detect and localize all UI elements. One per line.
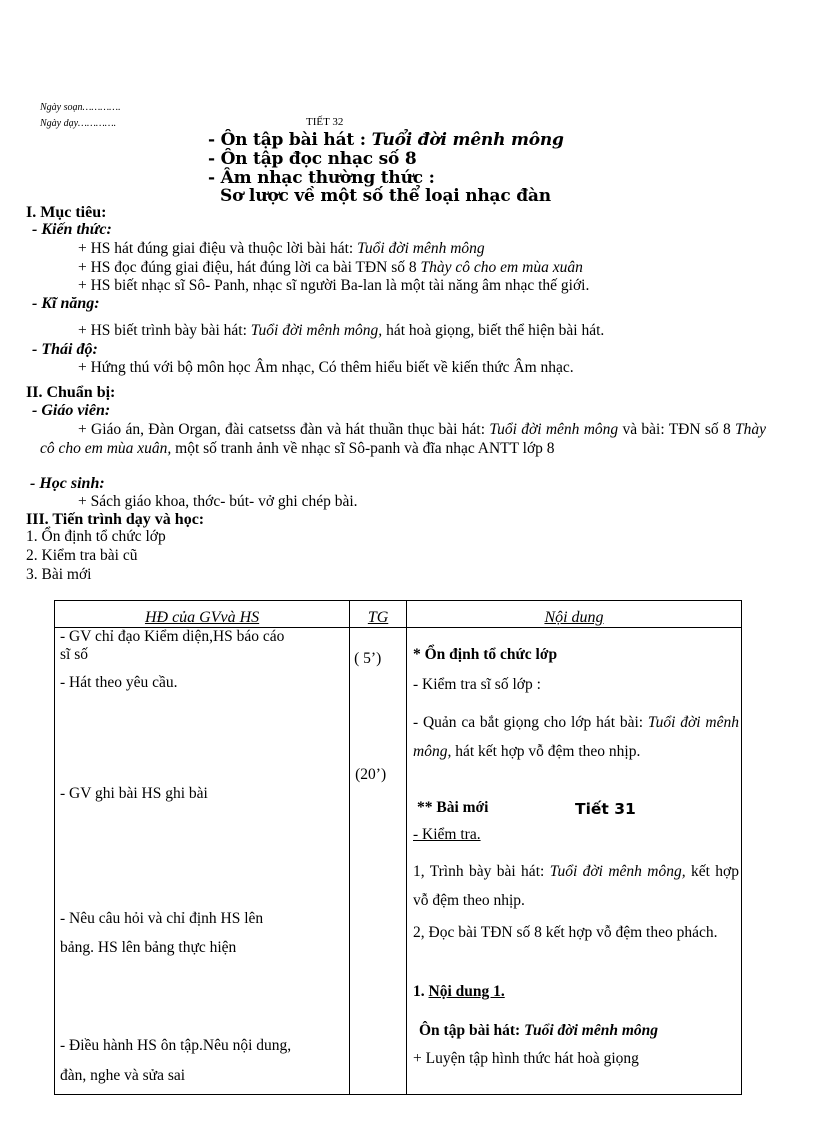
activity-line: - Hát theo yêu cầu.: [60, 674, 178, 691]
hoc-sinh-item-1: + Sách giáo khoa, thớc- bút- vở ghi chép bài.: [78, 493, 358, 510]
activity-line: đàn, nghe và sửa sai: [60, 1067, 186, 1084]
title-line-3: - Âm nhạc thường thức :: [208, 168, 435, 188]
table-header-row: [55, 601, 742, 628]
on-dinh-heading: * Ổn định tổ chức lớp: [413, 646, 558, 663]
activity-line: - GV ghi bài HS ghi bài: [60, 785, 208, 802]
tiet-31-label: Tiết 31: [575, 800, 636, 818]
on-tap-bai-hat: Ôn tập bài hát: Tuổi đời mênh mông: [419, 1022, 659, 1039]
ngay-day: Ngày dạy………….: [40, 118, 117, 129]
title-line-1: - Ôn tập bài hát : Tuổi đời mênh mông: [208, 130, 564, 150]
activity-line: bảng. HS lên bảng thực hiện: [60, 939, 237, 956]
kien-thuc-item-1: + HS hát đúng giai điệu và thuộc lời bài hát: Tuổi đời mênh mông: [78, 240, 485, 257]
header-activities: HĐ của GVvà HS: [55, 601, 350, 628]
ki-nang-label: - Kĩ năng:: [32, 295, 100, 312]
kien-thuc-item-2: + HS đọc đúng giai điệu, hát đúng lời ca bài TĐN số 8 Thày cô cho em mùa xuân: [78, 259, 583, 276]
section-3-heading: III. Tiến trình dạy và học:: [26, 511, 205, 528]
ki-nang-item-1: + HS biết trình bày bài hát: Tuổi đời mênh mông, hát hoà giọng, biết thể hiện bài hát.: [78, 322, 605, 339]
activity-line: - Điều hành HS ôn tập.Nêu nội dung,: [60, 1037, 292, 1054]
time-value: (20’): [355, 766, 387, 783]
header-time: TG: [350, 601, 407, 628]
activity-line: sĩ số: [60, 646, 88, 663]
content-cell: [407, 628, 742, 1095]
section-1-heading: I. Mục tiêu:: [26, 204, 107, 221]
table-row: [55, 628, 742, 1095]
step-2: 2. Kiểm tra bài cũ: [26, 547, 138, 564]
giao-vien-paragraph: + Giáo án, Đàn Organ, đài catsetss đàn và hát thuần thục bài hát: Tuổi đời mênh mông và bài: TĐN số 8 Thày cô cho em mùa xuân, một số tranh ảnh về nhạc sĩ Sô-panh và đĩa nhạc ANTT lớp 8: [40, 421, 767, 457]
activity-line: - GV chỉ đạo Kiểm diện,HS báo cáo: [60, 628, 285, 645]
kiem-tra-label: - Kiểm tra.: [413, 826, 481, 843]
step-1: 1. Ổn định tổ chức lớp: [26, 528, 166, 545]
title-line-4: Sơ lược về một số thể loại nhạc đàn: [220, 186, 551, 206]
step-3: 3. Bài mới: [26, 566, 92, 583]
tiet-label: TIẾT 32: [306, 116, 344, 128]
kiem-si-so: - Kiểm tra sĩ số lớp :: [413, 676, 541, 693]
hoc-sinh-label: - Học sinh:: [30, 475, 105, 492]
section-2-heading: II. Chuẩn bị:: [26, 384, 116, 401]
question-1: 1, Trình bày bài hát: Tuổi đời mênh mông, kết hợp vỗ đệm theo nhịp.: [413, 863, 739, 909]
thai-do-item-1: + Hứng thú với bộ môn học Âm nhạc, Có thêm hiểu biết về kiến thức Âm nhạc.: [78, 359, 574, 376]
ngay-soan: Ngày soạn………….: [40, 102, 121, 113]
title-line-2: - Ôn tập đọc nhạc số 8: [208, 149, 417, 169]
kien-thuc-label: - Kiến thức:: [32, 221, 112, 238]
giao-vien-label: - Giáo viên:: [32, 402, 111, 419]
bai-moi-heading: ** Bài mới: [417, 799, 489, 816]
kien-thuc-item-3: + HS biết nhạc sĩ Sô- Panh, nhạc sĩ người Ba-lan là một tài năng âm nhạc thế giới.: [78, 277, 590, 294]
question-2: 2, Đọc bài TĐN số 8 kết hợp vỗ đệm theo phách.: [413, 924, 718, 941]
header-content: Nội dung: [407, 601, 742, 628]
noi-dung-1: 1. Nội dung 1.: [413, 983, 505, 1000]
thai-do-label: - Thái độ:: [32, 341, 98, 358]
luyen-tap: + Luyện tập hình thức hát hoà giọng: [413, 1050, 639, 1067]
lesson-table: [54, 600, 742, 1095]
activities-cell: [55, 628, 350, 1095]
time-cell: [350, 628, 407, 1095]
time-value: ( 5’): [354, 650, 382, 667]
activity-line: - Nêu câu hỏi và chỉ định HS lên: [60, 910, 264, 927]
quan-ca-paragraph: - Quản ca bắt giọng cho lớp hát bài: Tuổi đời mênh mông, hát kết hợp vỗ đệm theo nhịp.: [413, 714, 739, 760]
